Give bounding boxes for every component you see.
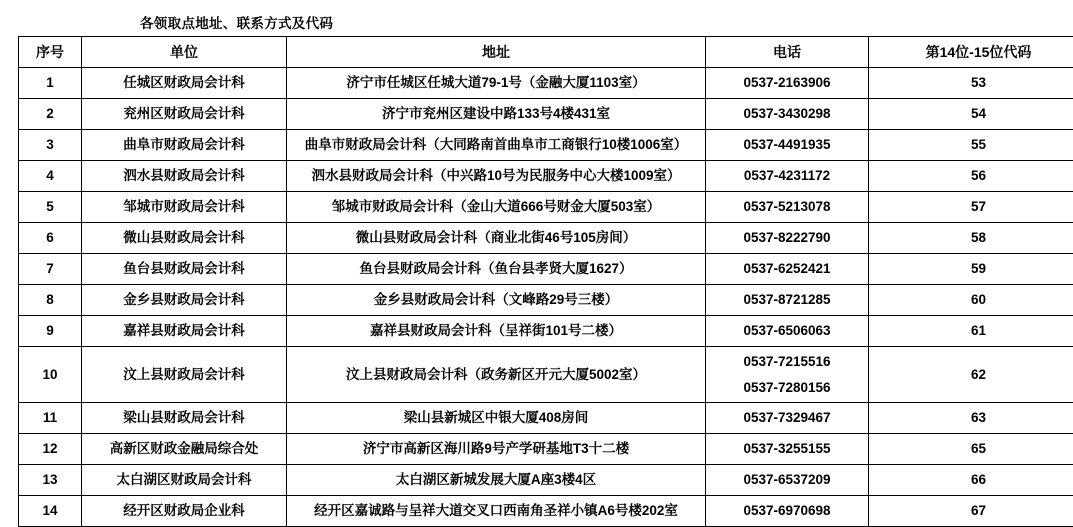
column-header-unit: 单位 [82,37,287,68]
cell-unit: 泗水县财政局会计科 [82,161,287,192]
phone-list [709,498,865,524]
phone-list [709,256,865,282]
cell-phone [706,99,869,130]
phone-number: 0537-5213078 [743,194,830,220]
cell-index: 7 [19,254,82,285]
phone-list [709,101,865,127]
cell-address: 济宁市高新区海川路9号产学研基地T3十二楼 [287,434,706,465]
cell-code: 55 [869,130,1073,161]
phone-list [709,287,865,313]
cell-address: 济宁市兖州区建设中路133号4楼431室 [287,99,706,130]
cell-address: 汶上县财政局会计科（政务新区开元大厦5002室） [287,347,706,403]
phone-number: 0537-6252421 [743,256,830,282]
phone-number: 0537-4231172 [744,163,830,189]
table-row [19,347,1073,403]
phone-list [709,132,865,158]
phone-list [709,318,865,344]
cell-unit: 经开区财政局企业科 [82,496,287,527]
cell-index: 9 [19,316,82,347]
cell-phone [706,161,869,192]
cell-address: 太白湖区新城发展大厦A座3楼4区 [287,465,706,496]
cell-unit: 嘉祥县财政局会计科 [82,316,287,347]
cell-address: 微山县财政局会计科（商业北街46号105房间） [287,223,706,254]
cell-index: 11 [19,403,82,434]
table-row [19,68,1073,99]
cell-index: 14 [19,496,82,527]
phone-list [709,467,865,493]
cell-unit: 微山县财政局会计科 [82,223,287,254]
cell-address: 嘉祥县财政局会计科（呈祥街101号二楼） [287,316,706,347]
phone-list [709,436,865,462]
phone-number: 0537-3255155 [743,436,830,462]
table-body [19,68,1073,527]
cell-phone [706,465,869,496]
phone-number: 0537-7215516 [743,349,830,375]
cell-unit: 汶上县财政局会计科 [82,347,287,403]
cell-phone [706,285,869,316]
cell-phone [706,347,869,403]
cell-code: 53 [869,68,1073,99]
phone-number: 0537-8222790 [743,225,830,251]
phone-number: 0537-6506063 [743,318,830,344]
column-header-index: 序号 [19,37,82,68]
cell-unit: 兖州区财政局会计科 [82,99,287,130]
cell-index: 13 [19,465,82,496]
phone-number: 0537-7329467 [743,405,830,431]
table-row [19,130,1073,161]
cell-unit: 曲阜市财政局会计科 [82,130,287,161]
cell-index: 12 [19,434,82,465]
cell-index: 2 [19,99,82,130]
table-row [19,496,1073,527]
cell-index: 4 [19,161,82,192]
column-header-code: 第14位-15位代码 [869,37,1073,68]
cell-address: 济宁市任城区任城大道79-1号（金融大厦1103室） [287,68,706,99]
phone-number: 0537-4491935 [743,132,830,158]
cell-phone [706,68,869,99]
table-row [19,254,1073,285]
phone-list [709,70,865,96]
table-row [19,316,1073,347]
cell-code: 66 [869,465,1073,496]
cell-code: 65 [869,434,1073,465]
collection-points-table-wrapper [18,36,1055,527]
phone-list [709,405,865,431]
table-row [19,223,1073,254]
phone-list [709,349,865,400]
cell-unit: 太白湖区财政局会计科 [82,465,287,496]
cell-index: 1 [19,68,82,99]
cell-index: 6 [19,223,82,254]
table-row [19,192,1073,223]
cell-code: 56 [869,161,1073,192]
cell-index: 8 [19,285,82,316]
cell-phone [706,434,869,465]
column-header-address: 地址 [287,37,706,68]
table-row [19,99,1073,130]
table-row [19,434,1073,465]
phone-list [709,163,865,189]
cell-phone [706,496,869,527]
cell-unit: 梁山县财政局会计科 [82,403,287,434]
cell-index: 10 [19,347,82,403]
cell-index: 5 [19,192,82,223]
cell-address: 邹城市财政局会计科（金山大道666号财金大厦503室） [287,192,706,223]
cell-code: 57 [869,192,1073,223]
table-header [19,37,1073,68]
cell-code: 59 [869,254,1073,285]
cell-phone [706,254,869,285]
cell-phone [706,223,869,254]
cell-index: 3 [19,130,82,161]
cell-address: 泗水县财政局会计科（中兴路10号为民服务中心大楼1009室） [287,161,706,192]
phone-number: 0537-6970698 [743,498,830,524]
column-header-phone: 电话 [706,37,869,68]
cell-address: 梁山县新城区中银大厦408房间 [287,403,706,434]
cell-phone [706,192,869,223]
table-row [19,465,1073,496]
cell-code: 54 [869,99,1073,130]
cell-code: 60 [869,285,1073,316]
cell-address: 曲阜市财政局会计科（大同路南首曲阜市工商银行10楼1006室） [287,130,706,161]
cell-address: 鱼台县财政局会计科（鱼台县孝贤大厦1627） [287,254,706,285]
phone-number: 0537-2163906 [743,70,830,96]
phone-list [709,225,865,251]
table-row [19,161,1073,192]
cell-code: 62 [869,347,1073,403]
collection-points-table [18,36,1073,527]
phone-list [709,194,865,220]
phone-number: 0537-6537209 [743,467,830,493]
cell-address: 金乡县财政局会计科（文峰路29号三楼） [287,285,706,316]
table-row [19,285,1073,316]
cell-phone [706,403,869,434]
cell-code: 63 [869,403,1073,434]
cell-phone [706,316,869,347]
phone-number: 0537-7280156 [743,375,830,401]
cell-code: 61 [869,316,1073,347]
table-header-row [19,37,1073,68]
table-row [19,403,1073,434]
phone-number: 0537-3430298 [743,101,830,127]
cell-code: 58 [869,223,1073,254]
cell-code: 67 [869,496,1073,527]
cell-unit: 金乡县财政局会计科 [82,285,287,316]
cell-unit: 邹城市财政局会计科 [82,192,287,223]
cell-unit: 高新区财政金融局综合处 [82,434,287,465]
cell-phone [706,130,869,161]
cell-unit: 鱼台县财政局会计科 [82,254,287,285]
cell-unit: 任城区财政局会计科 [82,68,287,99]
phone-number: 0537-8721285 [743,287,830,313]
cell-address: 经开区嘉诚路与呈祥大道交叉口西南角圣祥小镇A6号楼202室 [287,496,706,527]
page-title: 各领取点地址、联系方式及代码 [140,12,333,32]
